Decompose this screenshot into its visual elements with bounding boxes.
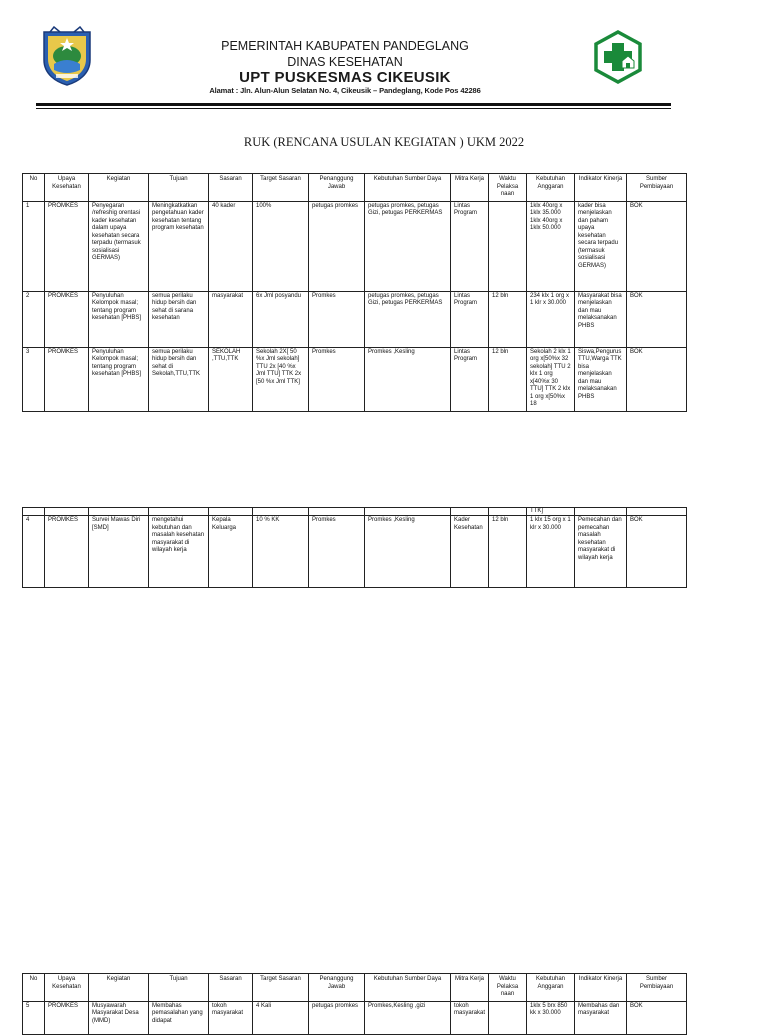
table-cell: 12 bln [489, 291, 527, 347]
table-cell: BOK [627, 1001, 687, 1034]
col-header: Kebutuhan Sumber Daya [365, 974, 451, 1002]
table-cell: Penyuluhan Kelompok masal; tentang program kesehatan [PHBS] [89, 347, 149, 411]
col-header: Target Sasaran [253, 174, 309, 202]
col-header: Kebutuhan Anggaran [527, 174, 575, 202]
header-address: Alamat : Jln. Alun-Alun Selatan No. 4, Cikeusik – Pandeglang, Kode Pos 42286 [209, 86, 481, 95]
col-header: No [23, 974, 45, 1002]
table-cell: semua perilaku hidup bersih dan sehat di Sekolah,TTU,TTK [149, 347, 209, 411]
col-header: Sumber Pembiayaan [627, 974, 687, 1002]
table-cell: Membahas dan masyarakat [575, 1001, 627, 1034]
table-cell: SEKOLAH ,TTU,TTK [209, 347, 253, 411]
table-cell: 234 klx 1 org x 1 klr x 30.000 [527, 291, 575, 347]
table-cell: Promkes [309, 291, 365, 347]
table-cell: 40 kader [209, 201, 253, 291]
table-cell: Promkes ,Kesling [365, 516, 451, 588]
table-cell: Promkes [309, 347, 365, 411]
col-header: Upaya Kesehatan [45, 174, 89, 202]
header-puskesmas: UPT PUSKESMAS CIKEUSIK [239, 69, 451, 86]
table-cell: Masyarakat bisa menjelaskan dan mau melaksanakan PHBS [575, 291, 627, 347]
col-header: Sumber Pembiayaan [627, 174, 687, 202]
table-cell: Promkes [309, 516, 365, 588]
table-cell: 6x Jml posyandu [253, 291, 309, 347]
table-cell: Kepala Keluarga [209, 516, 253, 588]
table-header-row [23, 174, 687, 202]
table-cell: Lintas Program [451, 201, 489, 291]
table-cell: PROMKES [45, 1001, 89, 1034]
table-cell: 4 [23, 516, 45, 588]
table-cell [489, 201, 527, 291]
table-row [23, 347, 687, 411]
col-header: Kegiatan [89, 974, 149, 1002]
table-cell: Promkes,Kesling ,gizi [365, 1001, 451, 1034]
continuation-row [23, 508, 687, 516]
table-cell: BOK [627, 347, 687, 411]
col-header: Penanggung Jawab [309, 974, 365, 1002]
table-cell: kader bisa menjelaskan dan paham upaya kesehatan secara terpadu (termasuk sosialisasi GERMAS) [575, 201, 627, 291]
col-header: Target Sasaran [253, 974, 309, 1002]
table-row [23, 516, 687, 588]
table-cell: Meningkatkatkan pengetahuan kader kesehatan tentang program kesehatan [149, 201, 209, 291]
table-header-row [23, 974, 687, 1002]
table-cell: PROMKES [45, 516, 89, 588]
table-cell: Musyawarah Masyarakat Desa (MMD) [89, 1001, 149, 1034]
col-header: Sasaran [209, 174, 253, 202]
table-cell: 1 [23, 201, 45, 291]
table-cell: tokoh masyarakat [451, 1001, 489, 1034]
table-cell: 5 [23, 1001, 45, 1034]
col-header: Indikator Kinerja [575, 974, 627, 1002]
table-cell: Lintas Program [451, 291, 489, 347]
pandeglang-emblem-icon [40, 26, 94, 86]
table-cell: PROMKES [45, 291, 89, 347]
table-cell: 12 bln [489, 347, 527, 411]
table-cell [489, 1001, 527, 1034]
table-cell: Penyegaran /refreshig orentasi kader kesehatan dalam upaya kesehatan secara terpadu (termasuk sosialisasi GERMAS) [89, 201, 149, 291]
table-cell: 3 [23, 347, 45, 411]
table-cell: PROMKES [45, 201, 89, 291]
table-cell: TTK] [527, 508, 575, 516]
table-cell: 12 bln [489, 516, 527, 588]
table-cell: tokoh masyarakat [209, 1001, 253, 1034]
health-cross-icon [592, 30, 644, 86]
table-cell: petugas promkes [309, 201, 365, 291]
table-cell: 2 [23, 291, 45, 347]
table-cell: Penyuluhan Kelompok masal; tentang program kesehatan [PHBS] [89, 291, 149, 347]
table-row [23, 291, 687, 347]
col-header: Kegiatan [89, 174, 149, 202]
table-cell: 4 Kali [253, 1001, 309, 1034]
table-cell: 100% [253, 201, 309, 291]
col-header: Mitra Kerja [451, 974, 489, 1002]
col-header: Penanggung Jawab [309, 174, 365, 202]
col-header: Upaya Kesehatan [45, 974, 89, 1002]
col-header: No [23, 174, 45, 202]
table-cell: PROMKES [45, 347, 89, 411]
table-cell: petugas promkes, petugas Gizi, petugas PERKERMAS [365, 201, 451, 291]
table-cell: 1 klx 15 org x 1 klr x 30.000 [527, 516, 575, 588]
col-header: Indikator Kinerja [575, 174, 627, 202]
table-cell: 10 % KK [253, 516, 309, 588]
table-cell: Promkes ,Kesling [365, 347, 451, 411]
col-header: Kebutuhan Anggaran [527, 974, 575, 1002]
table-cell: BOK [627, 291, 687, 347]
col-header: Kebutuhan Sumber Daya [365, 174, 451, 202]
table-cell: Survei Mawas Diri [SMD] [89, 516, 149, 588]
document-title: RUK (RENCANA USULAN KEGIATAN ) UKM 2022 [243, 135, 525, 149]
table-cell: 1klx 40org x 1klx 35.000 1klx 40org x 1klx 50.000 [527, 201, 575, 291]
col-header: Waktu Pelaksa naan [489, 174, 527, 202]
table-cell: 1klx 5 brx 850 kk x 30.000 [527, 1001, 575, 1034]
table-cell: Siswa,Pengurus TTU,Warga TTK bisa menjelaskan dan mau melaksanakan PHBS [575, 347, 627, 411]
table-row [23, 201, 687, 291]
table-cell: masyarakat [209, 291, 253, 347]
header-agency: DINAS KESEHATAN [287, 55, 403, 69]
table-row [23, 1001, 687, 1034]
table-cell: Kader Kesehatan [451, 516, 489, 588]
table-cell: semua perilaku hidup bersih dan sehat di sarana kesehatan [149, 291, 209, 347]
table-cell: mengetahui kebutuhan dan masalah kesehatan masyarakat di wilayah kerja [149, 516, 209, 588]
header-divider-thin [36, 108, 671, 109]
table-cell: Sekolah 2X[ 50 %x Jml sekolah] TTU 2x [40 %x Jml TTU] TTK 2x [50 %x Jml TTK] [253, 347, 309, 411]
col-header: Waktu Pelaksa naan [489, 974, 527, 1002]
table-cell: BOK [627, 516, 687, 588]
table-cell: Pemecahan dan pemecahan masalah kesehatan masyarakat di wilayah kerja [575, 516, 627, 588]
table-cell: Lintas Program [451, 347, 489, 411]
table-cell: BOK [627, 201, 687, 291]
header-government: PEMERINTAH KABUPATEN PANDEGLANG [221, 39, 469, 53]
table-cell: Sekolah 2 klx 1 org x[50%x 32 sekolah] TTU 2 klx 1 org x[40%x 30 TTU] TTK 2 klx 1 org x[50%x 18 [527, 347, 575, 411]
table-cell: petugas promkes, petugas Gizi, petugas PERKERMAS [365, 291, 451, 347]
col-header: Tujuan [149, 174, 209, 202]
ruk-table-page3 [22, 973, 687, 1035]
col-header: Tujuan [149, 974, 209, 1002]
ruk-table-page1 [22, 173, 687, 412]
ruk-table-page2 [22, 507, 687, 588]
header-divider-thick [36, 103, 671, 106]
col-header: Mitra Kerja [451, 174, 489, 202]
table-cell: petugas promkes [309, 1001, 365, 1034]
col-header: Sasaran [209, 974, 253, 1002]
table-cell: Membahas pemasalahan yang didapat [149, 1001, 209, 1034]
